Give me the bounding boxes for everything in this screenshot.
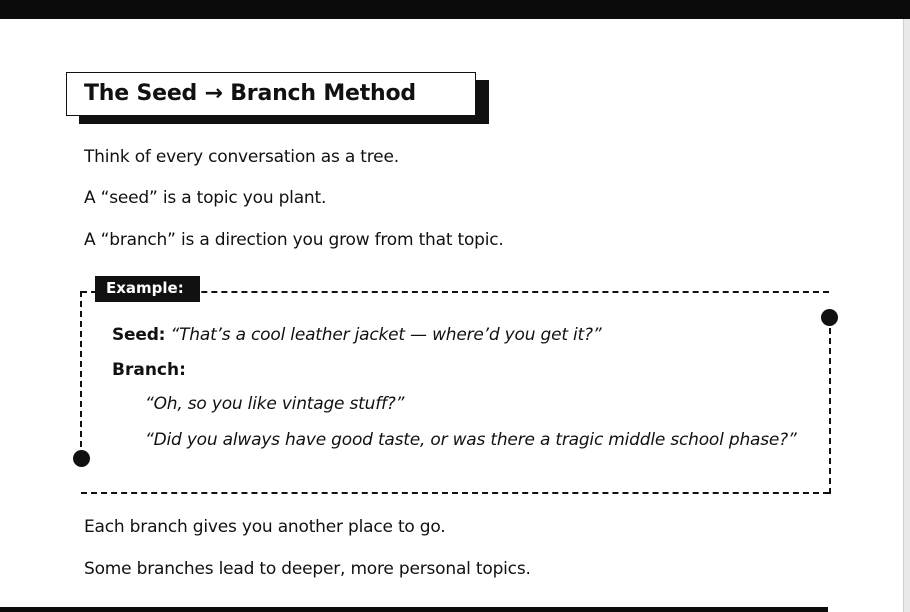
branch-label: Branch: <box>112 360 186 380</box>
seed-text: “That’s a cool leather jacket — where’d you get it?” <box>170 325 602 345</box>
frame-dot-left-icon <box>73 450 90 467</box>
branch-item-1: “Oh, so you like vintage stuff?” <box>145 394 405 414</box>
top-border-bar <box>0 0 910 19</box>
page-right-edge <box>903 19 910 612</box>
page-title: The Seed → Branch Method <box>84 81 416 106</box>
example-tab-label: Example: <box>106 279 184 297</box>
seed-label: Seed: <box>112 325 166 345</box>
example-tab <box>95 276 200 302</box>
branch-item-2: “Did you always have good taste, or was there a tragic middle school phase?” <box>145 430 797 450</box>
outro-line-1: Each branch gives you another place to go. <box>84 517 446 537</box>
example-frame-right-line <box>829 318 831 494</box>
frame-dot-right-icon <box>821 309 838 326</box>
intro-line-1: Think of every conversation as a tree. <box>84 147 399 167</box>
example-box-frame <box>81 291 829 494</box>
seed-line <box>112 325 601 345</box>
example-frame-left-line <box>80 291 82 457</box>
outro-line-2: Some branches lead to deeper, more personal topics. <box>84 559 531 579</box>
intro-line-3: A “branch” is a direction you grow from that topic. <box>84 230 504 250</box>
intro-line-2: A “seed” is a topic you plant. <box>84 188 327 208</box>
bottom-border-rule <box>0 607 828 612</box>
title-box <box>66 72 476 116</box>
